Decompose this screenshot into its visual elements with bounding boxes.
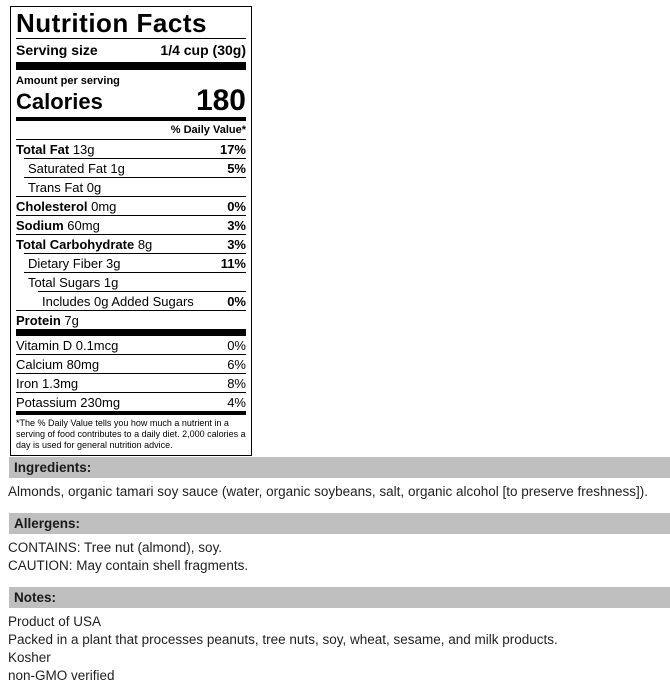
micronutrient-rows [16,336,246,411]
nutrition-facts-label [10,6,252,456]
section-header-ingredients: Ingredients: [9,457,670,478]
nutrient-daily-value: 17% [219,142,246,157]
info-sections [0,457,670,684]
nutrient-name-bold: Total Fat [16,142,70,157]
nutrient-row [16,310,246,329]
nutrient-row [16,392,246,411]
calories-label: Calories [16,89,103,114]
section-line: Product of USA [8,614,102,629]
label-title: Nutrition Facts [16,7,246,39]
amount-per-serving-label: Amount per serving [16,75,120,87]
thick-divider-protein [16,329,246,336]
nutrient-name-bold: Cholesterol [16,199,88,214]
nutrient-name: Saturated Fat 1g [28,161,125,176]
calories-row [16,84,246,117]
section-body-allergens [8,539,670,575]
nutrient-daily-value: 6% [227,357,246,372]
nutrient-daily-value: 8% [227,376,246,391]
nutrient-name: Total Sugars 1g [28,275,119,290]
section-line: Kosher [8,650,51,665]
calories-value: 180 [195,84,246,117]
nutrient-daily-value: 11% [220,256,246,271]
section-header-notes: Notes: [9,587,670,608]
nutrient-row [16,196,246,215]
nutrient-daily-value: 4% [227,395,246,410]
nutrient-name: Protein 7g [16,313,79,328]
nutrient-name: Includes 0g Added Sugars [42,294,194,309]
nutrient-name: Potassium 230mg [16,395,121,410]
nutrient-row [24,177,246,196]
nutrient-name-bold: Sodium [16,218,64,233]
nutrient-name-bold: Protein [16,313,61,328]
nutrient-daily-value: 0% [227,338,246,353]
nutrient-daily-value: 3% [227,218,246,233]
nutrient-name: Trans Fat 0g [28,180,102,195]
nutrient-name: Sodium 60mg [16,218,100,233]
nutrient-name: Cholesterol 0mg [16,199,117,214]
nutrient-name: Total Fat 13g [16,142,95,157]
section-line: Almonds, organic tamari soy sauce (water, organic soybeans, salt, organic alcohol [to preserve freshness]). [8,484,649,499]
nutrient-row [16,215,246,234]
nutrient-name: Total Carbohydrate 8g [16,237,153,252]
nutrient-name-bold: Total Carbohydrate [16,237,135,252]
nutrient-daily-value: 5% [227,161,246,176]
serving-size-row [16,39,246,62]
serving-size-value: 1/4 cup (30g) [160,42,246,58]
nutrient-row [24,253,246,272]
serving-size-label: Serving size [16,42,98,58]
section-line: CONTAINS: Tree nut (almond), soy. [8,540,223,555]
daily-value-footnote: *The % Daily Value tells you how much a nutrient in a serving of food contributes to a daily diet. 2,000 calories a day is used for general nutrition advice. [16,418,246,450]
nutrient-name: Calcium 80mg [16,357,100,372]
nutrient-row [16,234,246,253]
section-body-ingredients [8,483,670,501]
daily-value-header: % Daily Value* [170,124,246,136]
nutrient-row [16,139,246,158]
nutrient-name: Dietary Fiber 3g [28,256,121,271]
section-line: non-GMO verified [8,668,115,683]
section-body-notes [8,613,670,684]
nutrient-row [16,373,246,392]
nutrient-row [16,354,246,373]
section-header-allergens: Allergens: [9,513,670,534]
nutrient-daily-value: 3% [227,237,246,252]
nutrient-row [38,291,246,310]
nutrient-daily-value: 0% [227,199,246,214]
nutrient-daily-value: 0% [227,294,246,309]
nutrient-row [24,272,246,291]
nutrient-row [24,158,246,177]
nutrient-name: Iron 1.3mg [16,376,79,391]
section-line: Packed in a plant that processes peanuts, tree nuts, soy, wheat, sesame, and milk products. [8,632,558,647]
nutrient-name: Vitamin D 0.1mcg [16,338,119,353]
thick-divider-top [16,62,246,70]
nutrient-row [16,336,246,354]
nutrient-rows [16,139,246,329]
section-line: CAUTION: May contain shell fragments. [8,558,249,573]
